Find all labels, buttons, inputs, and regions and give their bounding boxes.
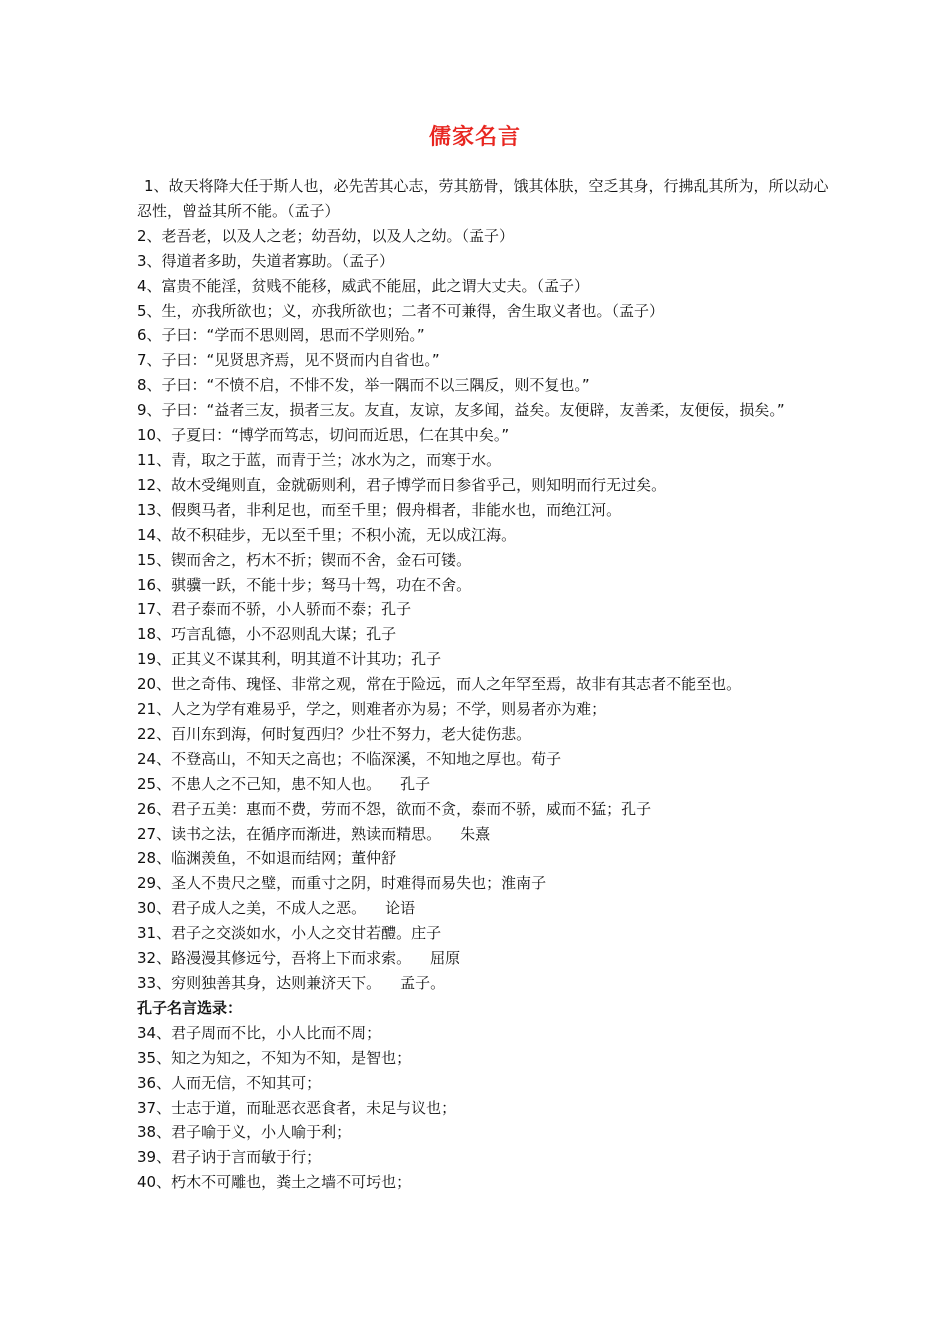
quote-line: 19、正其义不谋其利，明其道不计其功；孔子 bbox=[137, 650, 442, 669]
quote-line: 28、临渊羡鱼，不如退而结网；董仲舒 bbox=[137, 849, 397, 868]
quote-line: 33、穷则独善其身，达则兼济天下。 孟子。 bbox=[137, 974, 446, 992]
quote-line: 29、圣人不贵尺之璧，而重寸之阴，时难得而易失也；淮南子 bbox=[137, 874, 547, 893]
quote-line: 3、得道者多助，失道者寡助。（孟子） bbox=[137, 251, 395, 270]
quote-line: 14、故不积硅步，无以至千里；不积小流，无以成江海。 bbox=[137, 525, 517, 544]
quote-line: 12、故木受绳则直，金就砺则利，君子博学而日参省乎己，则知明而行无过矣。 bbox=[137, 475, 667, 494]
quote-line: 30、君子成人之美，不成人之恶。 论语 bbox=[137, 899, 416, 918]
quote-line: 34、君子周而不比，小人比而不周； bbox=[137, 1023, 382, 1042]
quote-line: 1、故天将降大任于斯人也，必先苦其心志，劳其筋骨，饿其体肤，空乏其身，行拂乱其所为，所以动心忍性，曾益其所不能。（孟子） bbox=[137, 177, 829, 220]
quote-line: 27、读书之法，在循序而渐进，熟读而精思。 朱熹 bbox=[137, 824, 491, 843]
quote-line: 6、子曰：“学而不思则罔，思而不学则殆。” bbox=[137, 326, 425, 345]
quote-line: 15、锲而舍之，朽木不折；锲而不舍，金石可镂。 bbox=[137, 550, 472, 569]
quote-line: 38、君子喻于义，小人喻于利； bbox=[137, 1123, 352, 1142]
quote-line: 31、君子之交淡如水，小人之交甘若醴。庄子 bbox=[137, 924, 442, 943]
document-body bbox=[137, 174, 837, 1195]
quote-line: 35、知之为知之，不知为不知，是智也； bbox=[137, 1048, 412, 1067]
quote-line: 39、君子讷于言而敏于行； bbox=[137, 1148, 322, 1167]
quote-line: 21、人之为学有难易乎，学之，则难者亦为易；不学，则易者亦为难； bbox=[137, 700, 607, 719]
quote-line: 40、朽木不可雕也，粪土之墙不可圬也； bbox=[137, 1173, 412, 1192]
quote-line: 2、老吾老，以及人之老；幼吾幼，以及人之幼。（孟子） bbox=[137, 226, 515, 245]
quote-line: 25、不患人之不己知，患不知人也。 孔子 bbox=[137, 774, 431, 793]
section-heading: 孔子名言选录： bbox=[137, 998, 243, 1017]
quote-line: 5、生，亦我所欲也；义，亦我所欲也；二者不可兼得，舍生取义者也。（孟子） bbox=[137, 301, 665, 320]
quote-line: 37、士志于道，而耻恶衣恶食者，未足与议也； bbox=[137, 1098, 457, 1117]
quote-line: 8、子曰：“不愤不启，不悱不发，举一隅而不以三隅反，则不复也。” bbox=[137, 376, 590, 395]
quote-line: 32、路漫漫其修远兮，吾将上下而求索。 屈原 bbox=[137, 949, 461, 968]
quote-line: 11、青，取之于蓝，而青于兰；冰水为之，而寒于水。 bbox=[137, 450, 502, 469]
quote-line: 17、君子泰而不骄，小人骄而不泰；孔子 bbox=[137, 600, 412, 619]
quote-line: 7、子曰：“见贤思齐焉，见不贤而内自省也。” bbox=[137, 351, 440, 370]
quote-line: 16、骐骥一跃，不能十步；驽马十驾，功在不舍。 bbox=[137, 575, 472, 594]
quote-line: 4、富贵不能淫，贫贱不能移，威武不能屈，此之谓大丈夫。（孟子） bbox=[137, 276, 590, 295]
quote-line: 9、子曰：“益者三友，损者三友。友直，友谅，友多闻，益矣。友便辟，友善柔，友便佞，损矣。” bbox=[137, 401, 785, 420]
quote-line: 10、子夏曰：“博学而笃志，切问而近思，仁在其中矣。” bbox=[137, 426, 510, 445]
quote-line: 36、人而无信，不知其可； bbox=[137, 1073, 322, 1092]
quote-line: 13、假舆马者，非利足也，而至千里；假舟楫者，非能水也，而绝江河。 bbox=[137, 500, 622, 519]
quote-line: 18、巧言乱德，小不忍则乱大谋；孔子 bbox=[137, 625, 397, 644]
quote-line: 24、不登高山，不知天之高也；不临深溪，不知地之厚也。荀子 bbox=[137, 749, 562, 768]
quote-line: 22、百川东到海，何时复西归？少壮不努力，老大徒伤悲。 bbox=[137, 724, 532, 743]
quote-line: 20、世之奇伟、瑰怪、非常之观，常在于险远，而人之年罕至焉，故非有其志者不能至也。 bbox=[137, 675, 742, 694]
quote-line: 26、君子五美：惠而不费，劳而不怨，欲而不贪，泰而不骄，威而不猛；孔子 bbox=[137, 799, 652, 818]
document-title: 儒家名言 bbox=[428, 125, 521, 150]
